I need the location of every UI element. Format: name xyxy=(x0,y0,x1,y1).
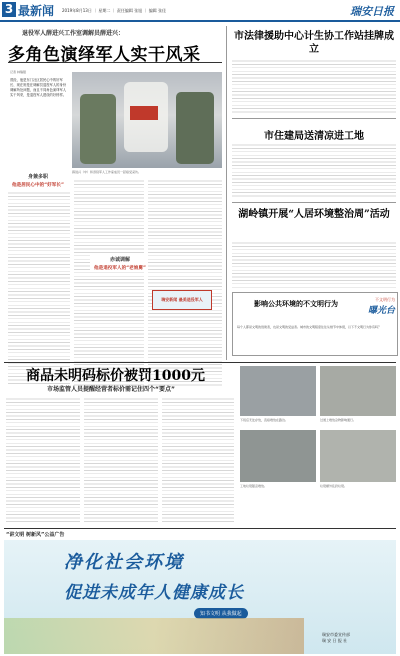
lead-column-2-text xyxy=(74,178,144,386)
exposure-caption-2: 过道上堆放杂物影响通行。 xyxy=(320,418,357,422)
public-service-ad xyxy=(4,540,396,654)
col-title-1: 身兼多职 xyxy=(27,174,48,180)
exposure-photo-1 xyxy=(240,366,316,416)
col-subtitle-1: 他是居民心中的“好军长” xyxy=(12,183,64,188)
exposure-tag-small: 不文明行为 xyxy=(375,297,395,302)
ad-line-1: 净化社会环境 xyxy=(64,552,184,573)
page-number: 3 xyxy=(2,2,16,17)
lead-badge xyxy=(152,290,212,310)
lead-divider xyxy=(8,62,222,63)
lead-badge-text: 瑞安新闻 最美退役军人 xyxy=(161,297,203,302)
section-title: 最新闻 xyxy=(18,4,55,18)
story5-subtitle: 市场监管人员提醒经营者标价需记住四个“要点” xyxy=(47,386,175,393)
story3-title: 市住建局送清凉进工地 xyxy=(264,131,364,142)
story4-title: 湖岭镇开展“人居环境整治周”活动 xyxy=(238,209,390,220)
photo-figure-left xyxy=(80,94,116,164)
story2-divider xyxy=(232,118,396,119)
ad-slogan: 知书文明 从我做起 xyxy=(194,608,248,619)
exposure-caption-3: 工地垃圾随意堆放。 xyxy=(240,484,268,488)
lead-column-head-2 xyxy=(90,255,150,272)
col-title-2: 赤诚调解 xyxy=(109,257,130,263)
page-header xyxy=(0,0,400,22)
ad-line-2: 促进未成年人健康成长 xyxy=(64,583,244,603)
lead-photo-caption: 薛进兴（中）和退役军人工作室成员一起接受采访。 xyxy=(72,170,142,174)
lead-byline: 记者 林瑞强 xyxy=(10,70,26,74)
exposure-photo-3 xyxy=(240,430,316,482)
story3-divider xyxy=(232,202,396,203)
exposure-caption-4: 垃圾桶外乱扔垃圾。 xyxy=(320,484,348,488)
lead-column-1-text xyxy=(8,190,70,386)
lead-column-head-1 xyxy=(10,173,66,188)
ad-credit-1: 瑞安市委宣传部 xyxy=(322,632,350,637)
exposure-tag xyxy=(343,297,395,323)
exposure-tag-big: 曝光台 xyxy=(367,306,395,316)
exposure-box xyxy=(232,292,398,356)
story4-body xyxy=(232,240,396,288)
story3-body xyxy=(232,142,396,198)
story5-col2 xyxy=(84,396,158,524)
story5-col3 xyxy=(162,396,234,524)
story2-body xyxy=(232,58,396,114)
ad-credit-2: 瑞 安 日 报 社 xyxy=(322,638,348,643)
photo-banner xyxy=(130,106,158,120)
story5-title: 商品未明码标价被罚1000元 xyxy=(26,368,205,384)
exposure-caption-1: 下班后无处存放，直接堆放在路边。 xyxy=(240,418,289,422)
ad-top-rule xyxy=(4,528,396,529)
column-divider xyxy=(226,26,227,360)
lead-column-3-text xyxy=(148,178,222,386)
ad-label: “讲文明 树新风”公益广告 xyxy=(6,532,65,538)
exposure-photo-4 xyxy=(320,430,396,482)
story2-title: 市法律援助中心计生协工作站挂牌成立 xyxy=(234,31,394,55)
ad-illustration xyxy=(4,618,304,654)
story5-top-rule xyxy=(4,362,396,363)
exposure-title: 影响公共环境的不文明行为 xyxy=(254,299,338,308)
col-subtitle-2: 他是退役军人的“老娘舅” xyxy=(94,266,146,271)
lead-title: 多角色演绎军人实干风采 xyxy=(8,45,201,65)
story5-col1 xyxy=(6,396,80,524)
newspaper-logo: 瑞安日报 xyxy=(350,5,394,18)
lead-photo xyxy=(72,72,222,168)
exposure-intro: 每个人都是文明的创建者，也是文明的受益者。城市的文明程度往往从细节中体现，以下不文明行为你有吗？ xyxy=(237,325,382,329)
issue-meta: 2019年8月13日 ｜ 星期二 ｜ 责任编辑 张旭 ｜ 编辑 张佳 xyxy=(62,8,166,13)
lead-intro: 曾经，他是东门社区居民心中的好军长、现在则是在调解员退役军人的身份调解所处问题，而且不同角色演绎军人实干风采，是退役军人建设的好榜样。 xyxy=(10,78,67,97)
lead-kicker: 退役军人薛进兴工作室调解员薛进兴： xyxy=(22,30,125,37)
exposure-photo-2 xyxy=(320,366,396,416)
photo-figure-right xyxy=(176,92,214,164)
ad-credits xyxy=(322,632,392,644)
